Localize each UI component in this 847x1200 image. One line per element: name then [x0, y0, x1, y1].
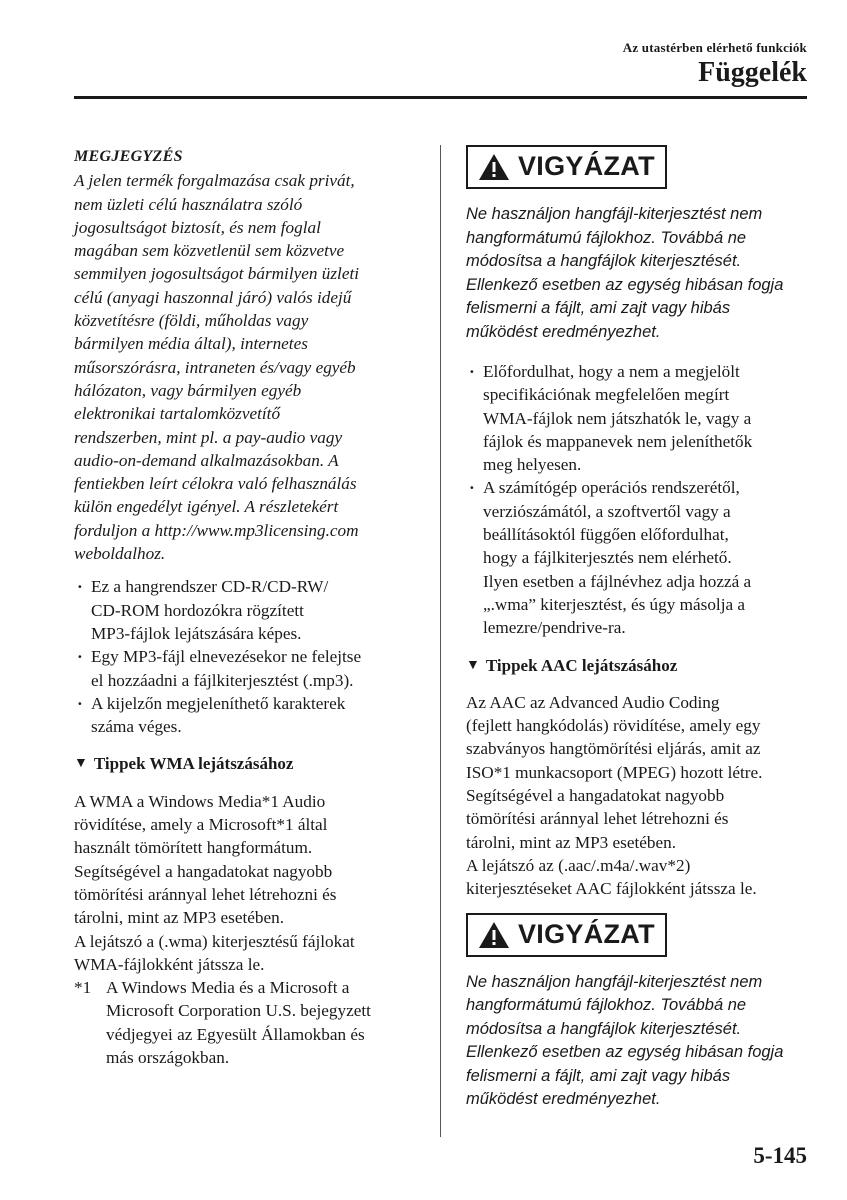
footnote-mark: *1 [74, 978, 92, 998]
left-bullet-list [74, 575, 424, 738]
right-column [466, 145, 811, 1112]
note-body: A jelen termék forgalmazása csak privát, nem üzleti célú használatra szóló jogosultságot biztosít, és nem foglal magában sem közvetlenül sem közvetve semmilyen jogosultságot bármilyen üzleti célú (anyagi haszonnal járó) valós idejű közvetítésre (földi, műholdas vagy bármilyen média által), internetes műsorszórásra, intraneten és/vagy egyéb hálózaton, vagy bármilyen egyéb elektronikai tartalomközvetítő rendszerben, mint pl. a pay-audio vagy audio-on-demand alkalmazásokban. A fentiekben leírt célokra való felhasználás külön engedélyt igényel. A részletekért forduljon a http://www.mp3licensing.com weboldalhoz. [74, 171, 359, 564]
triangle-down-icon: ▼ [466, 657, 480, 673]
wma-paragraph: A WMA a Windows Media*1 Audio rövidítése, amely a Microsoft*1 által használt tömörített hangformátum. Segítségével a hangadatokat nagyobb tömörítési aránnyal lehet létrehozni és tárolni, mint az MP3 esetében. A lejátszó a (.wma) kiterjesztésű fájlokat WMA-fájlokként játssza le. [74, 791, 355, 974]
list-item: · Előfordulhat, hogy a nem a megjelölt specifikációnak megfelelően megírt WMA-fájlok nem játszhatók le, vagy a fájlok és mappanevek nem jeleníthetők meg helyesen. [466, 360, 811, 476]
triangle-down-icon: ▼ [74, 756, 88, 772]
warning-label: VIGYÁZAT [518, 918, 655, 949]
warning-text: Ne használjon hangfájl-kiterjesztést nem hangformátumú fájlokhoz. Továbbá ne módosítsa a hangfájlok kiterjesztését. Ellenkező esetben az egység hibásan fogja felismerni a fájlt, ami zajt vagy hibás működést eredményezhet. [466, 972, 784, 1109]
aac-heading-text: Tippek AAC lejátszásához [485, 655, 678, 675]
header-section-title: Az utastérben elérhető funkciók [622, 40, 807, 55]
wma-heading-text: Tippek WMA lejátszásához [93, 754, 294, 774]
aac-heading [466, 654, 811, 677]
column-divider [440, 145, 441, 1137]
warning-box [466, 913, 667, 957]
list-item: · Egy MP3-fájl elnevezésekor ne felejtse el hozzáadni a fájlkiterjesztést (.mp3). [74, 645, 424, 692]
left-column [74, 145, 424, 1069]
warning-triangle-icon [478, 921, 510, 949]
warning-box [466, 145, 667, 189]
note-block [74, 145, 424, 565]
wma-heading [74, 752, 424, 775]
page-title: Függelék [698, 57, 807, 88]
footnote-text: A Windows Media és a Microsoft a Microsoft Corporation U.S. bejegyzett védjegyei az Egyesült Államokban és más országokban. [106, 978, 371, 1067]
page-number: 5-145 [753, 1143, 807, 1168]
warning-label: VIGYÁZAT [518, 151, 655, 182]
list-item: · A kijelzőn megjeleníthető karakterek száma véges. [74, 692, 424, 739]
list-item: · Ez a hangrendszer CD-R/CD-RW/ CD-ROM hordozókra rögzített MP3-fájlok lejátszására képes. [74, 575, 424, 645]
warning-triangle-icon [478, 153, 510, 181]
aac-paragraph: Az AAC az Advanced Audio Coding (fejlett hangkódolás) rövidítése, amely egy szabványos hangtömörítési eljárás, amit az ISO*1 munkacsoport (MPEG) hozott létre. Segítségével a hangadatokat nagyobb tömörítési aránnyal lehet létrehozni és tárolni, mint az MP3 esetében. A lejátszó az (.aac/.m4a/.wav*2) kiterjesztéseket AAC fájlokként játssza le. [466, 692, 763, 899]
list-item: · A számítógép operációs rendszerétől, verziószámától, a szoftvertől vagy a beállításoktól függően előfordulhat, hogy a fájlkiterjesztés nem elérhető. Ilyen esetben a fájlnévhez adja hozzá a „.wma” kiterjesztést, és úgy másolja a lemezre/pendrive-ra. [466, 476, 811, 639]
footnote [74, 976, 424, 1069]
warning-text: Ne használjon hangfájl-kiterjesztést nem hangformátumú fájlokhoz. Továbbá ne módosítsa a hangfájlok kiterjesztését. Ellenkező esetben az egység hibásan fogja felismerni a fájlt, ami zajt vagy hibás működést eredményezhet. [466, 205, 784, 341]
header-divider [74, 96, 807, 99]
right-bullet-list [466, 360, 811, 640]
note-title: MEGJEGYZÉS [74, 148, 183, 165]
